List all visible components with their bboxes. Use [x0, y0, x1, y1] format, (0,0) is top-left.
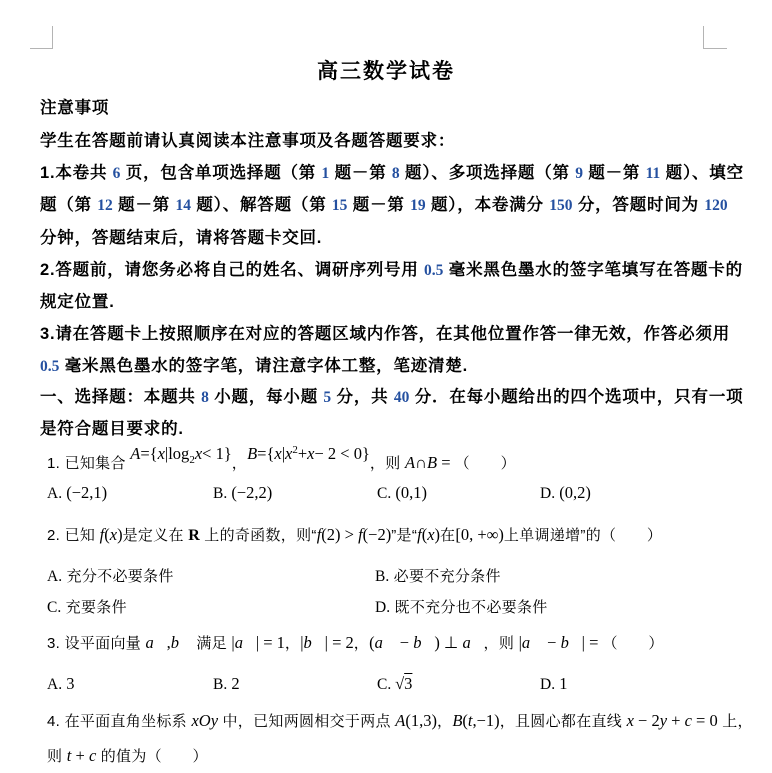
question-4-stem-line2: 则 t + c 的值为（ ） — [47, 746, 208, 765]
question-3-option-d: D. 1 — [540, 674, 568, 693]
section-heading-line1: 一、选择题：本题共 8 小题，每小题 5 分，共 40 分．在每小题给出的四个选项中，只有一项 — [40, 388, 744, 406]
question-1-option-b: B. (−2,2) — [213, 483, 273, 502]
notice-item2-line1: 2.答题前，请您务必将自己的姓名、调研序列号用 0.5 毫米黑色墨水的签字笔填写在答题卡的 — [40, 261, 743, 279]
question-2-options-row2 — [40, 596, 742, 620]
question-1-option-d: D. (0,2) — [540, 483, 591, 502]
notice-item1-line2: 题（第 12 题－第 14 题）、解答题（第 15 题－第 19 题），本卷满分 150 分，答题时间为 120 — [40, 196, 728, 214]
notice-intro: 学生在答题前请认真阅读本注意事项及各题答题要求： — [40, 132, 456, 150]
notice-item1-line1: 1.本卷共 6 页，包含单项选择题（第 1 题－第 8 题）、多项选择题（第 9 题－第 11 题）、填空 — [40, 164, 744, 182]
notice-item2-line2: 规定位置. — [40, 293, 115, 311]
question-1-stem: 1. 已知集合 $A=\{x|\log_2x< 1\}$，$B=\{x|x^2+x- 2 < 0\}$，则 A∩B = （ ） — [47, 444, 516, 472]
question-3-options — [40, 674, 742, 698]
question-2-option-a: A. 充分不必要条件 — [47, 568, 174, 585]
question-1-options — [40, 483, 742, 507]
question-3-stem: 3. 设平面向量 a⃗,b⃗ 满足 |a⃗| = 1，|b⃗| = 2，(a⃗ − b⃗) ⊥ a⃗，则 |a⃗ − b⃗| = （ ） — [47, 633, 664, 652]
crop-mark-top-right — [703, 26, 727, 49]
question-2-option-c: C. 充要条件 — [47, 599, 127, 616]
question-3-option-b: B. 2 — [213, 674, 240, 693]
crop-mark-top-left — [30, 26, 53, 49]
exam-title: 高三数学试卷 — [317, 60, 455, 83]
notice-item1-line3: 分钟，答题结束后，请将答题卡交回. — [40, 229, 323, 247]
question-2-options-row1 — [40, 565, 742, 589]
question-1-option-a: A. (−2,1) — [47, 483, 108, 502]
notice-item3-line2: 0.5 毫米黑色墨水的签字笔，请注意字体工整，笔迹清楚. — [40, 357, 469, 375]
question-4-stem-line1: 4. 在平面直角坐标系 xOy 中，已知两圆相交于两点 A(1,3)，B(t,−1)，且圆心都在直线 x − 2y + c = 0 上， — [47, 711, 753, 730]
question-2-stem: 2. 已知 f(x)是定义在 R 上的奇函数，则“f(2) > f(−2)”是“f(x)在[0, +∞)上单调递增”的（ ） — [47, 525, 663, 544]
question-3-option-c: C. √3 — [377, 674, 413, 693]
notice-item3-line1: 3.请在答题卡上按照顺序在对应的答题区域内作答，在其他位置作答一律无效，作答必须用 — [40, 325, 731, 343]
question-2-option-b: B. 必要不充分条件 — [375, 568, 501, 585]
notice-heading: 注意事项 — [40, 99, 110, 117]
question-1-option-c: C. (0,1) — [377, 483, 427, 502]
section-heading-line2: 是符合题目要求的. — [40, 420, 184, 438]
question-3-option-a: A. 3 — [47, 674, 75, 693]
question-2-option-d: D. 既不充分也不必要条件 — [375, 599, 548, 616]
